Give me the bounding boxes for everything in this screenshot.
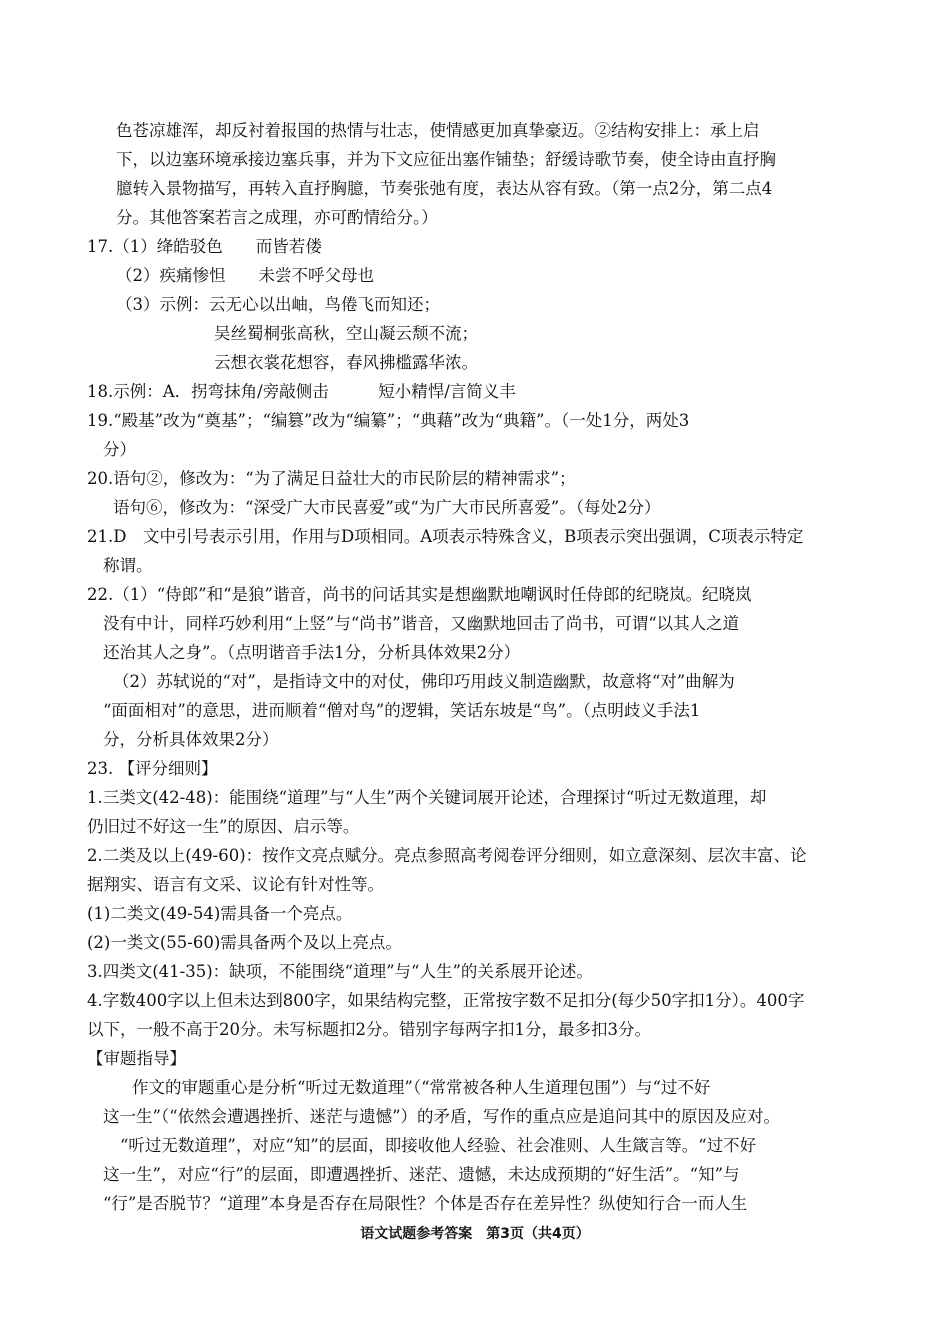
- text-line: 4.字数400字以上但未达到800字，如果结构完整，正常按字数不足扣分(每少50字扣1分）。400字: [87, 991, 805, 1010]
- text-line: 色苍凉雄浑，却反衬着报国的热情与壮志，使情感更加真挚豪迈。②结构安排上：承上启: [116, 121, 760, 140]
- text-line: 2.二类及以上(49-60)：按作文亮点赋分。亮点参照高考阅卷评分细则，如立意深刻、层次丰富、论: [87, 846, 807, 865]
- text-line: 21.D 文中引号表示引用，作用与D项相同。A项表示特殊含义，B项表示突出强调，C项表示特定: [87, 527, 804, 546]
- text-line: 这一生”（“依然会遭遇挫折、迷茫与遗憾”）的矛盾，写作的重点应是追问其中的原因及应对。: [103, 1107, 781, 1126]
- text-line: 还治其人之身”。（点明谐音手法1分，分析具体效果2分）: [103, 643, 521, 662]
- text-line: 没有中计，同样巧妙利用“上竖”与“尚书”谐音，又幽默地回击了尚书，可谓“以其人之道: [103, 614, 740, 633]
- text-line: （3）示例：云无心以出岫，鸟倦飞而知还；: [116, 295, 440, 314]
- text-line: 22.（1）“侍郎”和“是狼”谐音，尚书的问话其实是想幽默地嘲讽时任侍郎的纪晓岚。纪晓岚: [87, 585, 752, 604]
- text-line: 称谓。: [103, 556, 153, 575]
- text-line: 云想衣裳花想容，春风拂槛露华浓。: [214, 353, 478, 372]
- text-line: 吴丝蜀桐张高秋，空山凝云颓不流；: [214, 324, 478, 343]
- text-line: 20.语句②，修改为：“为了满足日益壮大的市民阶层的精神需求”；: [87, 469, 576, 488]
- text-line: 3.四类文(41-35)：缺项，不能围绕“道理”与“人生”的关系展开论述。: [87, 962, 593, 981]
- text-line: (2)一类文(55-60)需具备两个及以上亮点。: [87, 933, 402, 952]
- text-line: 【审题指导】: [87, 1049, 186, 1068]
- text-line: （2）疾痛惨怛 未尝不呼父母也: [116, 266, 374, 285]
- text-line: 18.示例：A．拐弯抹角/旁敲侧击 短小精悍/言简义丰: [87, 382, 516, 401]
- text-line: (1)二类文(49-54)需具备一个亮点。: [87, 904, 353, 923]
- text-line: “面面相对”的意思，进而顺着“僧对鸟”的逻辑，笑话东坡是“鸟”。（点明歧义手法1: [103, 701, 701, 720]
- text-line: 语句⑥，修改为：“深受广大市民喜爱”或“为广大市民所喜爱”。（每处2分）: [113, 498, 661, 517]
- text-line: 分。其他答案若言之成理，亦可酌情给分。）: [116, 208, 438, 227]
- page-footer: 语文试题参考答案 第3页（共4页）: [360, 1226, 590, 1242]
- text-line: 这一生”，对应“行”的层面，即遭遇挫折、迷茫、遗憾，未达成预期的“好生活”。“知”与: [103, 1165, 740, 1184]
- text-line: “行”是否脱节？“道理”本身是否存在局限性？个体是否存在差异性？纵使知行合一而人生: [103, 1194, 748, 1213]
- text-line: 分）: [103, 440, 136, 459]
- text-line: “听过无数道理”，对应“知”的层面，即接收他人经验、社会准则、人生箴言等。“过不好: [120, 1136, 757, 1155]
- text-line: 以下，一般不高于20分。未写标题扣2分。错别字每两字扣1分，最多扣3分。: [87, 1020, 651, 1039]
- text-line: 作文的审题重心是分析“听过无数道理”（“常常被各种人生道理包围”）与“过不好: [132, 1078, 711, 1097]
- text-line: 17.（1）绛皓驳色 而皆若偻: [87, 237, 322, 256]
- text-line: 下，以边塞环境承接边塞兵事，并为下文应征出塞作铺垫；舒缓诗歌节奏，使全诗由直抒胸: [116, 150, 776, 169]
- text-line: 分，分析具体效果2分）: [103, 730, 279, 749]
- text-line: 1.三类文(42-48)：能围绕“道理”与“人生”两个关键词展开论述，合理探讨“听过无数道理，却: [87, 788, 767, 807]
- text-line: 19.“殿基”改为“奠基”；“编篡”改为“编纂”；“典藉”改为“典籍”。（一处1分，两处3: [87, 411, 690, 430]
- text-line: 据翔实、语言有文采、议论有针对性等。: [87, 875, 384, 894]
- text-line: 23. 【评分细则】: [87, 759, 218, 778]
- text-line: 臆转入景物描写，再转入直抒胸臆，节奏张弛有度，表达从容有致。（第一点2分，第二点4: [116, 179, 773, 198]
- text-line: （2）苏轼说的“对”，是指诗文中的对仗，佛印巧用歧义制造幽默，故意将“对”曲解为: [113, 672, 735, 691]
- text-line: 仍旧过不好这一生”的原因、启示等。: [87, 817, 360, 836]
